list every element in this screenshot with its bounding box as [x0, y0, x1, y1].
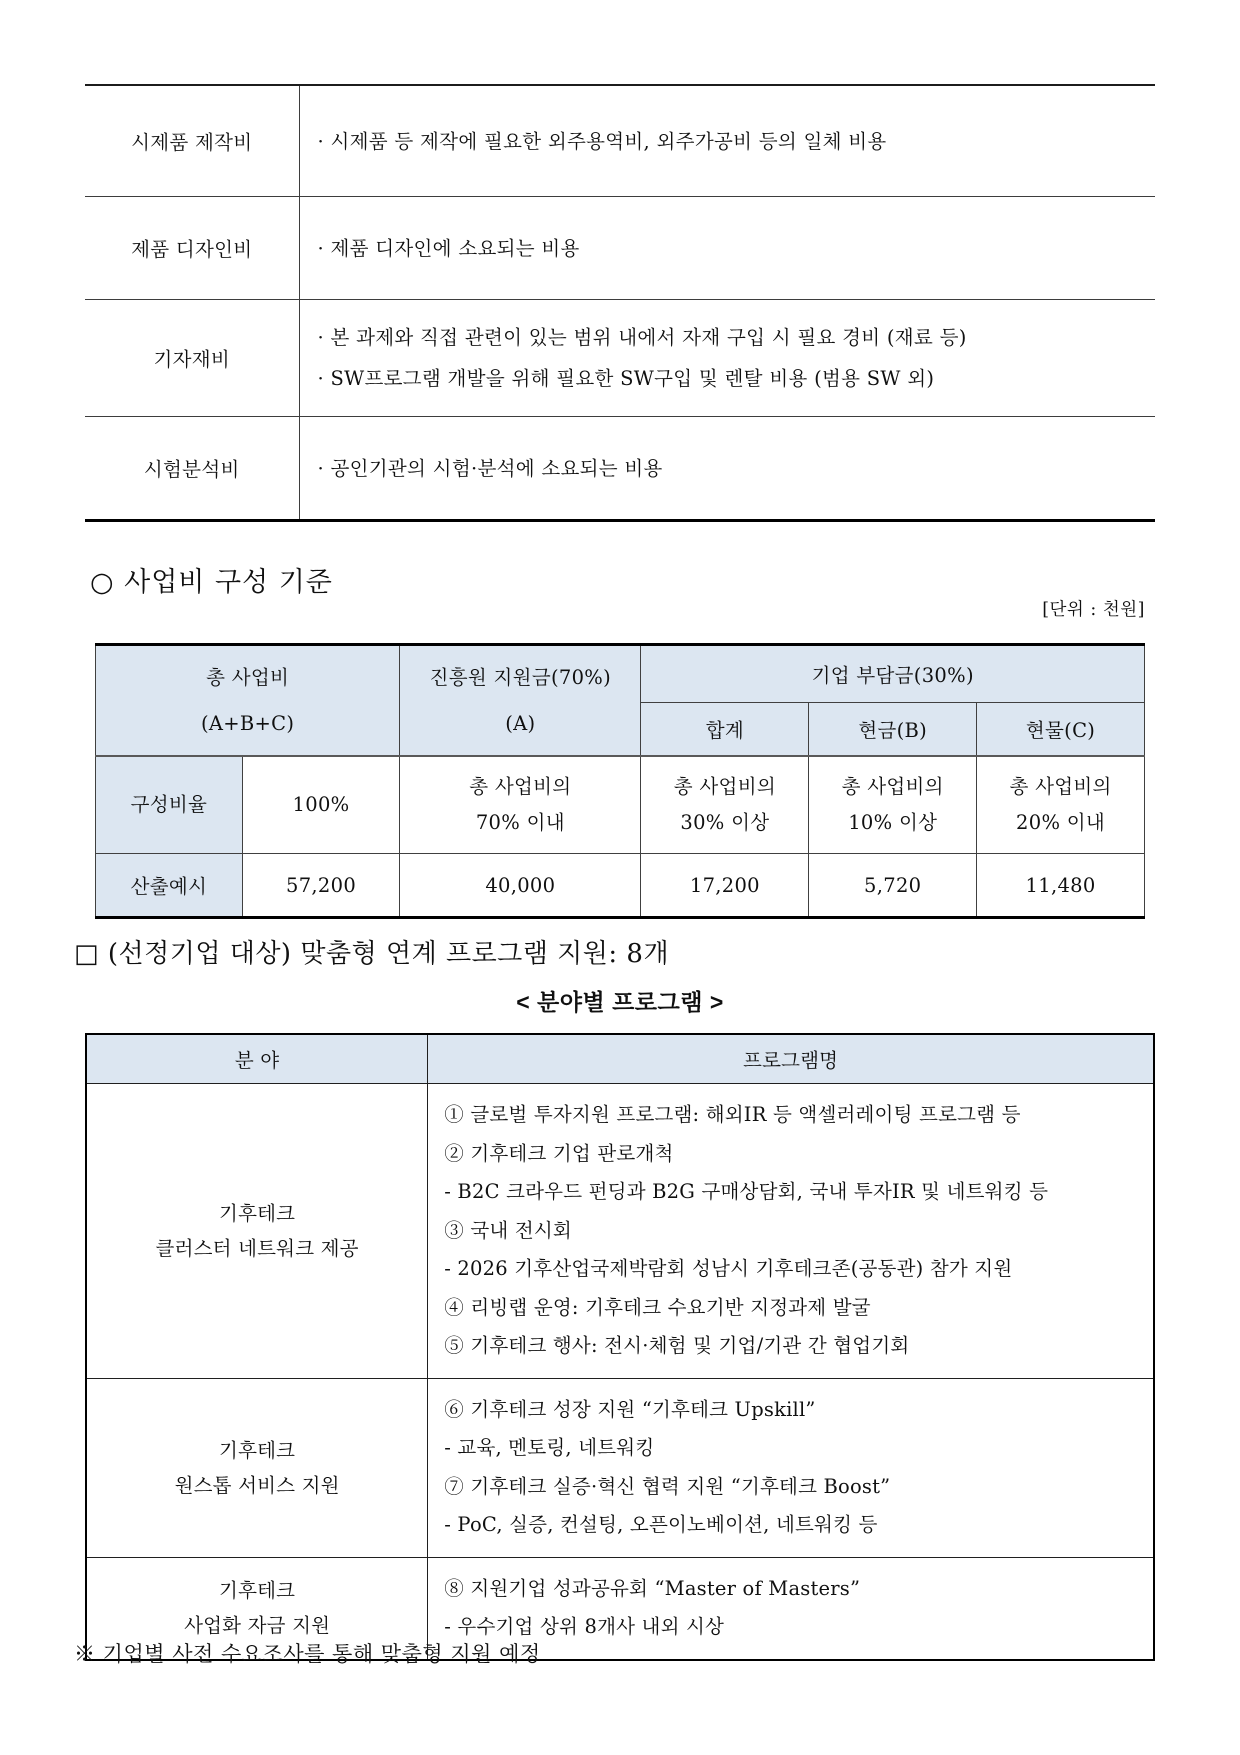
header-in-kind: 현물(C): [977, 703, 1145, 757]
ratio-total: 100%: [242, 756, 399, 854]
table-header-row: [96, 645, 1145, 703]
cost-items-table: [85, 84, 1155, 522]
table-row: [85, 85, 1155, 197]
header-program-name: 프로그램명: [428, 1034, 1154, 1084]
table-row: [85, 197, 1155, 300]
table-row: [86, 1378, 1154, 1557]
ratio-row-label: 구성비율: [96, 756, 243, 854]
unit-label: [단위 : 천원]: [1042, 600, 1145, 620]
cost-item-details: · 제품 디자인에 소요되는 비용: [299, 197, 1155, 300]
table-row: [85, 300, 1155, 417]
header-total-budget: 총 사업비 (A+B+C): [96, 645, 400, 757]
header-agency-grant: 진흥원 지원금(70%) (A): [400, 645, 641, 757]
field-name: 기후테크 원스톱 서비스 지원: [86, 1378, 428, 1557]
header-sum: 합계: [641, 703, 809, 757]
table-row: [86, 1084, 1154, 1379]
example-total: 57,200: [242, 854, 399, 918]
budget-composition-table: [95, 643, 1145, 919]
example-cash: 5,720: [809, 854, 977, 918]
field-name: 기후테크 클러스터 네트워크 제공: [86, 1084, 428, 1379]
header-field: 분 야: [86, 1034, 428, 1084]
table-header-row: [86, 1034, 1154, 1084]
example-row-label: 산출예시: [96, 854, 243, 918]
ratio-grant: 총 사업비의 70% 이내: [400, 756, 641, 854]
table-row: [85, 417, 1155, 521]
cost-item-label: 기자재비: [85, 300, 299, 417]
field-name: 기후테크 사업화 자금 지원: [86, 1557, 428, 1660]
cost-item-label: 시험분석비: [85, 417, 299, 521]
example-sum: 17,200: [641, 854, 809, 918]
field-program-table: [85, 1033, 1155, 1661]
cost-item-details: · 본 과제와 직접 관련이 있는 범위 내에서 자재 구입 시 필요 경비 (재료 등) · SW프로그램 개발을 위해 필요한 SW구입 및 렌탈 비용 (범용 SW 외): [299, 300, 1155, 417]
program-table-title: < 분야별 프로그램 >: [516, 989, 724, 1015]
cost-item-details: · 시제품 등 제작에 필요한 외주용역비, 외주가공비 등의 일체 비용: [299, 85, 1155, 197]
program-section-heading: □ (선정기업 대상) 맞춤형 연계 프로그램 지원: 8개: [74, 939, 670, 969]
ratio-cash: 총 사업비의 10% 이상: [809, 756, 977, 854]
ratio-row: [96, 756, 1145, 854]
budget-section-heading: ○ 사업비 구성 기준: [90, 567, 333, 598]
cost-item-label: 제품 디자인비: [85, 197, 299, 300]
cost-item-details: · 공인기관의 시험·분석에 소요되는 비용: [299, 417, 1155, 521]
ratio-sum: 총 사업비의 30% 이상: [641, 756, 809, 854]
cost-item-label: 시제품 제작비: [85, 85, 299, 197]
example-row: [96, 854, 1145, 918]
example-in-kind: 11,480: [977, 854, 1145, 918]
program-list: ⑥ 기후테크 성장 지원 “기후테크 Upskill” - 교육, 멘토링, 네트워킹 ⑦ 기후테크 실증·혁신 협력 지원 “기후테크 Boost” - PoC, 실증, 컨설팅, 오픈이노베이션, 네트워킹 등: [428, 1378, 1154, 1557]
ratio-in-kind: 총 사업비의 20% 이내: [977, 756, 1145, 854]
header-cash: 현금(B): [809, 703, 977, 757]
program-list: ⑧ 지원기업 성과공유회 “Master of Masters” - 우수기업 상위 8개사 내외 시상: [428, 1557, 1154, 1660]
example-grant: 40,000: [400, 854, 641, 918]
program-list: ① 글로벌 투자지원 프로그램: 해외IR 등 액셀러레이팅 프로그램 등 ② 기후테크 기업 판로개척 - B2C 크라우드 펀딩과 B2G 구매상담회, 국내 투자IR 및 네트워킹 등 ③ 국내 전시회 - 2026 기후산업국제박람회 성남시 기후테크존(공동관) 참가 지원 ④ 리빙랩 운영: 기후테크 수요기반 지정과제 발굴 ⑤ 기후테크 행사: 전시·체험 및 기업/기관 간 협업기회: [428, 1084, 1154, 1379]
footnote: ※ 기업별 사전 수요조사를 통해 맞춤형 지원 예정: [74, 1642, 541, 1666]
header-company-burden: 기업 부담금(30%): [641, 645, 1145, 703]
